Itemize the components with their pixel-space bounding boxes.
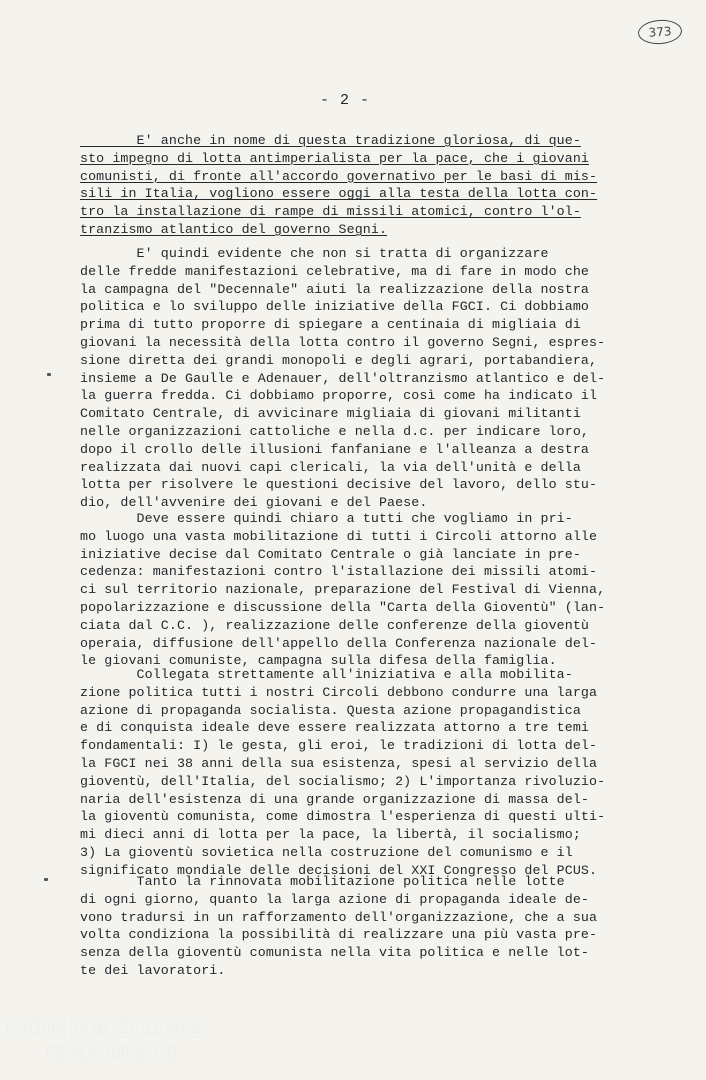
margin-mark: [47, 373, 51, 376]
text-line: [80, 476, 628, 494]
text-line-content: dio, dell'avvenire dei giovani e del Paese.: [80, 495, 428, 511]
text-line-content: lotta per risolvere le questioni decisive del lavoro, dello stu-: [80, 477, 598, 493]
archive-number-stamp: [637, 18, 683, 45]
watermark-line-1: FONDAZIONE: [6, 1014, 205, 1042]
text-line: [80, 150, 628, 168]
text-line-content: delle fredde manifestazioni celebrative, ma di fare in modo che: [80, 263, 590, 279]
text-line: [80, 352, 628, 370]
text-line: [80, 168, 628, 186]
text-line-content: fondamentali: I) le gesta, gli eroi, le tradizioni di lotta del-: [80, 738, 598, 754]
text-line-content: significato mondiale delle decisioni del XXI Congresso del PCUS.: [80, 862, 598, 878]
text-line-content: insieme a De Gaulle e Adenauer, dell'oltranzismo atlantico e del-: [80, 370, 606, 386]
paragraph-4: [80, 666, 628, 880]
text-line-content: popolarizzazione e discussione della "Carta della Gioventù" (lan-: [80, 599, 606, 615]
text-line: [80, 546, 628, 564]
paragraph-1: [80, 132, 628, 239]
text-line-content: comunisti, di fronte all'accordo governativo per le basi di mis-: [80, 168, 598, 184]
text-line-content: prima di tutto proporre di spiegare a centinaia di migliaia di: [80, 317, 581, 333]
text-line-content: di ogni giorno, quanto la larga azione di propaganda ideale de-: [80, 891, 590, 907]
text-line: [80, 755, 628, 773]
text-line-content: gioventù, dell'Italia, del socialismo; 2) L'importanza rivoluzio-: [80, 773, 606, 789]
text-line: [80, 528, 628, 546]
text-line: [80, 316, 628, 334]
paragraph-5: [80, 873, 628, 980]
text-line-content: Deve essere quindi chiaro a tutti che vogliamo in pri-: [80, 511, 573, 526]
text-line: [80, 599, 628, 617]
text-line-content: cedenza: manifestazioni contro l'istallazione dei missili atomi-: [80, 564, 598, 580]
text-line-content: tranzismo atlantico del governo Segni.: [80, 221, 388, 237]
text-line-content: realizzata dai nuovi capi clericali, la via dell'unità e della: [80, 459, 581, 475]
text-line-content: zione politica tutti i nostri Circoli debbono condurre una larga: [80, 684, 598, 700]
text-line: [80, 459, 628, 477]
text-line-content: la guerra fredda. Ci dobbiamo proporre, così come ha indicato il: [80, 388, 598, 404]
text-line: [80, 203, 628, 221]
text-line-content: la gioventù comunista, come dimostra l'esperienza di questi ulti-: [80, 809, 606, 825]
text-line: [80, 773, 628, 791]
text-line: [80, 405, 628, 423]
text-line-content: senza della gioventù comunista nella vita politica e nelle lot-: [80, 945, 590, 961]
text-line: [80, 909, 628, 927]
text-line-content: nelle organizzazioni cattoliche e nella d.c. per indicare loro,: [80, 423, 590, 439]
text-line: [80, 281, 628, 299]
text-line: [80, 370, 628, 388]
text-line-content: sione diretta dei grandi monopoli e degli agrari, portabandiera,: [80, 352, 598, 368]
margin-mark: [44, 878, 48, 881]
text-line-content: E' quindi evidente che non si tratta di organizzare: [80, 246, 549, 261]
text-line: [80, 263, 628, 281]
archive-number: 373: [648, 24, 672, 40]
text-line: [80, 185, 628, 203]
text-line-content: Comitato Centrale, di avvicinare migliaia di giovani militanti: [80, 406, 581, 422]
text-line: [80, 684, 628, 702]
text-line: [80, 245, 628, 263]
text-line-content: E' anche in nome di questa tradizione gloriosa, di que-: [80, 133, 581, 148]
paragraph-3: [80, 510, 628, 670]
text-line: [80, 423, 628, 441]
text-line: [80, 926, 628, 944]
text-line: [80, 581, 628, 599]
text-line: [80, 873, 628, 891]
text-line-content: volta condiziona la possibilità di realizzare una più vasta pre-: [80, 927, 598, 943]
text-line-content: la FGCI nei 38 anni della sua esistenza, spesi al servizio della: [80, 755, 598, 771]
text-line: [80, 132, 628, 150]
text-line: [80, 510, 628, 528]
text-line: [80, 387, 628, 405]
paragraph-2: [80, 245, 628, 512]
text-line-content: politica e lo sviluppo delle iniziative della FGCI. Ci dobbiamo: [80, 299, 590, 315]
text-line: [80, 298, 628, 316]
text-line-content: operaia, diffusione dell'appello della Conferenza nazionale del-: [80, 635, 598, 651]
text-line-content: Collegata strettamente all'iniziativa e alla mobilita-: [80, 667, 573, 682]
text-line: [80, 221, 628, 239]
text-line: [80, 737, 628, 755]
text-line: [80, 635, 628, 653]
text-line-content: tro la installazione di rampe di missili atomici, contro l'ol-: [80, 204, 581, 220]
text-line-content: ci sul territorio nazionale, preparazione del Festival di Vienna,: [80, 582, 606, 598]
text-line-content: la campagna del "Decennale" aiuti la realizzazione della nostra: [80, 281, 590, 297]
text-line-content: iniziative decise dal Comitato Centrale o già lanciate in pre-: [80, 546, 581, 562]
text-line: [80, 962, 628, 980]
text-line-content: te dei lavoratori.: [80, 962, 226, 978]
text-line: [80, 617, 628, 635]
text-line-content: mi dieci anni di lotta per la pace, la libertà, il socialismo;: [80, 827, 581, 843]
text-line: [80, 891, 628, 909]
text-line: [80, 334, 628, 352]
text-line-content: sto impegno di lotta antimperialista per la pace, che i giovani: [80, 150, 590, 166]
text-line: [80, 944, 628, 962]
text-line-content: ciata dal C.C. ), realizzazione delle conferenze della gioventù: [80, 617, 590, 633]
text-line: [80, 826, 628, 844]
text-line-content: e di conquista ideale deve essere realizzata attorno a tre temi: [80, 720, 590, 736]
text-line: [80, 719, 628, 737]
text-line-content: naria dell'esistenza di una grande organizzazione di massa del-: [80, 791, 590, 807]
text-line-content: le giovani comuniste, campagna sulla difesa della famiglia.: [80, 653, 557, 669]
text-line: [80, 563, 628, 581]
watermark-line-2: GRAMSCI: [46, 1040, 178, 1068]
text-line: [80, 808, 628, 826]
text-line: [80, 441, 628, 459]
text-line: [80, 844, 628, 862]
page-number: - 2 -: [320, 92, 371, 109]
text-line-content: dopo il crollo delle illusioni fanfaniane e l'alleanza a destra: [80, 441, 590, 457]
text-line-content: giovani la necessità della lotta contro il governo Segni, espres-: [80, 334, 606, 350]
text-line-content: mo luogo una vasta mobilitazione di tutti i Circoli attorno alle: [80, 528, 598, 544]
text-line-content: 3) La gioventù sovietica nella costruzione del comunismo e il: [80, 844, 573, 860]
text-line-content: sili in Italia, vogliono essere oggi alla testa della lotta con-: [80, 186, 598, 202]
text-line-content: Tanto la rinnovata mobilitazione politica nelle lotte: [80, 874, 565, 889]
watermark: [6, 1014, 205, 1068]
text-line: [80, 791, 628, 809]
text-line-content: azione di propaganda socialista. Questa azione propagandistica: [80, 702, 581, 718]
text-line: [80, 702, 628, 720]
text-line-content: vono tradursi in un rafforzamento dell'organizzazione, che a sua: [80, 909, 598, 925]
text-line: [80, 666, 628, 684]
